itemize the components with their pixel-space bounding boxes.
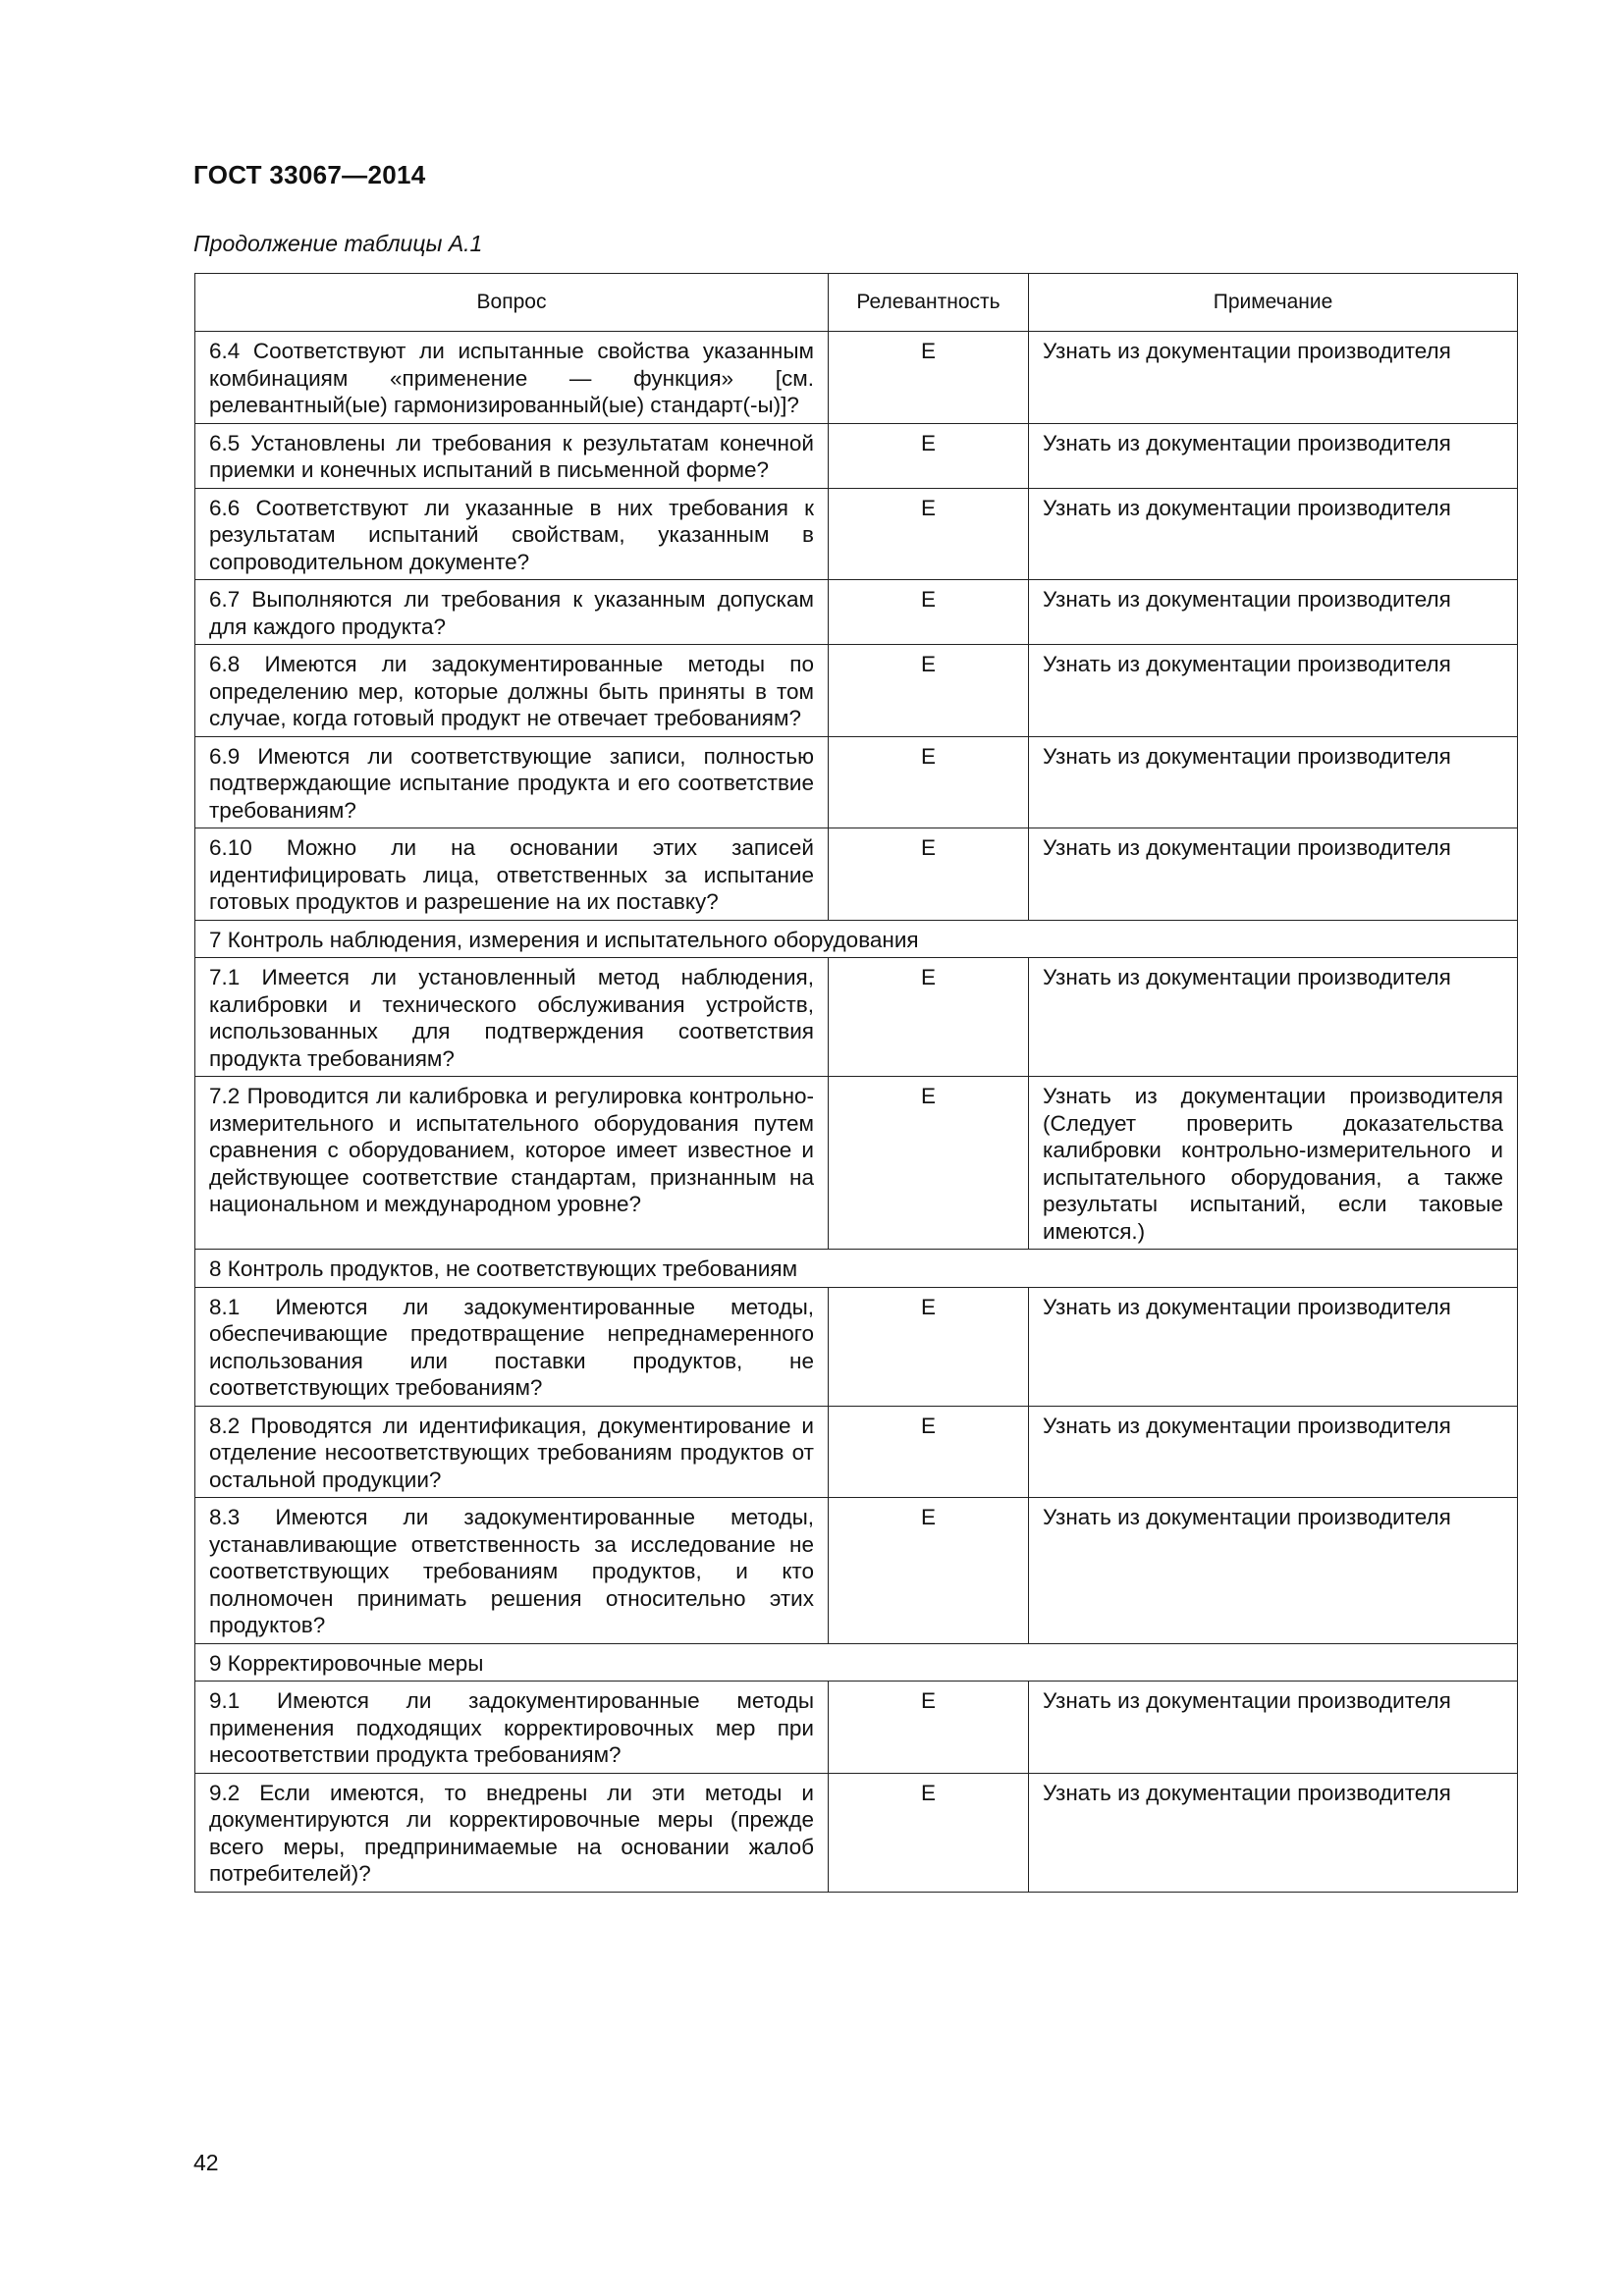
question-cell: 6.4 Соответствуют ли испытанные свойства указанным комбинациям «применение — функция» [см. релевантный(ые) гармонизированный(ые) стандарт(-ы)]?: [195, 332, 829, 424]
relevance-cell: E: [829, 332, 1029, 424]
question-cell: 9.2 Если имеются, то внедрены ли эти методы и документируются ли корректировочные меры (прежде всего меры, предпринимаемые на основании жалоб потребителей)?: [195, 1773, 829, 1892]
note-cell: Узнать из документации производителя: [1029, 958, 1518, 1077]
table-row: [195, 645, 1518, 737]
table-row: [195, 423, 1518, 488]
table-header-row: [195, 274, 1518, 332]
note-cell: Узнать из документации производителя: [1029, 1498, 1518, 1644]
note-cell: Узнать из документации производителя: [1029, 1287, 1518, 1406]
relevance-cell: E: [829, 1287, 1029, 1406]
relevance-cell: E: [829, 645, 1029, 737]
note-cell: Узнать из документации производителя: [1029, 1406, 1518, 1498]
relevance-cell: E: [829, 1406, 1029, 1498]
question-cell: 6.10 Можно ли на основании этих записей идентифицировать лица, ответственных за испытание готовых продуктов и разрешение на их поставку?: [195, 828, 829, 921]
table-row: [195, 1406, 1518, 1498]
relevance-cell: E: [829, 580, 1029, 645]
note-cell: Узнать из документации производителя: [1029, 423, 1518, 488]
relevance-cell: E: [829, 1682, 1029, 1774]
table-row: [195, 1773, 1518, 1892]
relevance-cell: E: [829, 423, 1029, 488]
note-cell: Узнать из документации производителя: [1029, 736, 1518, 828]
note-cell: Узнать из документации производителя: [1029, 580, 1518, 645]
table-row: [195, 828, 1518, 921]
table-row: [195, 958, 1518, 1077]
section-title: 7 Контроль наблюдения, измерения и испытательного оборудования: [195, 920, 1518, 958]
page-number: 42: [193, 2150, 219, 2175]
question-cell: 9.1 Имеются ли задокументированные методы применения подходящих корректировочных мер при несоответствии продукта требованиям?: [195, 1682, 829, 1774]
question-cell: 6.5 Установлены ли требования к результатам конечной приемки и конечных испытаний в письменной форме?: [195, 423, 829, 488]
relevance-cell: E: [829, 958, 1029, 1077]
question-cell: 7.2 Проводится ли калибровка и регулировка контрольно-измерительного и испытательного оборудования путем сравнения с оборудованием, которое имеет известное и действующее соответствие стандартам, признанным на национальном и международном уровне?: [195, 1077, 829, 1250]
question-cell: 6.7 Выполняются ли требования к указанным допускам для каждого продукта?: [195, 580, 829, 645]
table-row: [195, 736, 1518, 828]
requirements-table: [194, 273, 1518, 1893]
document-header: ГОСТ 33067—2014: [193, 160, 426, 189]
table-caption: Продолжение таблицы А.1: [193, 231, 483, 256]
note-cell: Узнать из документации производителя: [1029, 488, 1518, 580]
relevance-cell: E: [829, 488, 1029, 580]
question-cell: 6.6 Соответствуют ли указанные в них требования к результатам испытаний свойствам, указанным в сопроводительном документе?: [195, 488, 829, 580]
question-cell: 7.1 Имеется ли установленный метод наблюдения, калибровки и технического обслуживания устройств, использованных для подтверждения соответствия продукта требованиям?: [195, 958, 829, 1077]
question-cell: 6.8 Имеются ли задокументированные методы по определению мер, которые должны быть приняты в том случае, когда готовый продукт не отвечает требованиям?: [195, 645, 829, 737]
table-row: [195, 580, 1518, 645]
table-row: [195, 332, 1518, 424]
note-cell: Узнать из документации производителя: [1029, 1773, 1518, 1892]
relevance-cell: E: [829, 828, 1029, 921]
relevance-cell: E: [829, 1773, 1029, 1892]
note-cell: Узнать из документации производителя: [1029, 828, 1518, 921]
note-cell: Узнать из документации производителя: [1029, 1682, 1518, 1774]
section-title: 9 Корректировочные меры: [195, 1643, 1518, 1682]
column-header-question: Вопрос: [195, 274, 829, 332]
table-row: [195, 1077, 1518, 1250]
section-title: 8 Контроль продуктов, не соответствующих требованиям: [195, 1250, 1518, 1288]
question-cell: 8.3 Имеются ли задокументированные методы, устанавливающие ответственность за исследование не соответствующих требованиям продуктов, и кто полномочен принимать решения относительно этих продуктов?: [195, 1498, 829, 1644]
table-row: [195, 488, 1518, 580]
note-cell: Узнать из документации производителя: [1029, 645, 1518, 737]
table-row: [195, 1287, 1518, 1406]
question-cell: 8.1 Имеются ли задокументированные методы, обеспечивающие предотвращение непреднамеренного использования или поставки продуктов, не соответствующих требованиям?: [195, 1287, 829, 1406]
table-row: [195, 1498, 1518, 1644]
note-cell: Узнать из документации производителя (Следует проверить доказательства калибровки контрольно-измерительного и испытательного оборудования, а также результаты испытаний, если таковые имеются.): [1029, 1077, 1518, 1250]
column-header-note: Примечание: [1029, 274, 1518, 332]
section-row: [195, 1250, 1518, 1288]
table-row: [195, 1682, 1518, 1774]
question-cell: 6.9 Имеются ли соответствующие записи, полностью подтверждающие испытание продукта и его соответствие требованиям?: [195, 736, 829, 828]
section-row: [195, 920, 1518, 958]
relevance-cell: E: [829, 1498, 1029, 1644]
relevance-cell: E: [829, 1077, 1029, 1250]
column-header-relevance: Релевантность: [829, 274, 1029, 332]
note-cell: Узнать из документации производителя: [1029, 332, 1518, 424]
section-row: [195, 1643, 1518, 1682]
question-cell: 8.2 Проводятся ли идентификация, документирование и отделение несоответствующих требованиям продуктов от остальной продукции?: [195, 1406, 829, 1498]
relevance-cell: E: [829, 736, 1029, 828]
